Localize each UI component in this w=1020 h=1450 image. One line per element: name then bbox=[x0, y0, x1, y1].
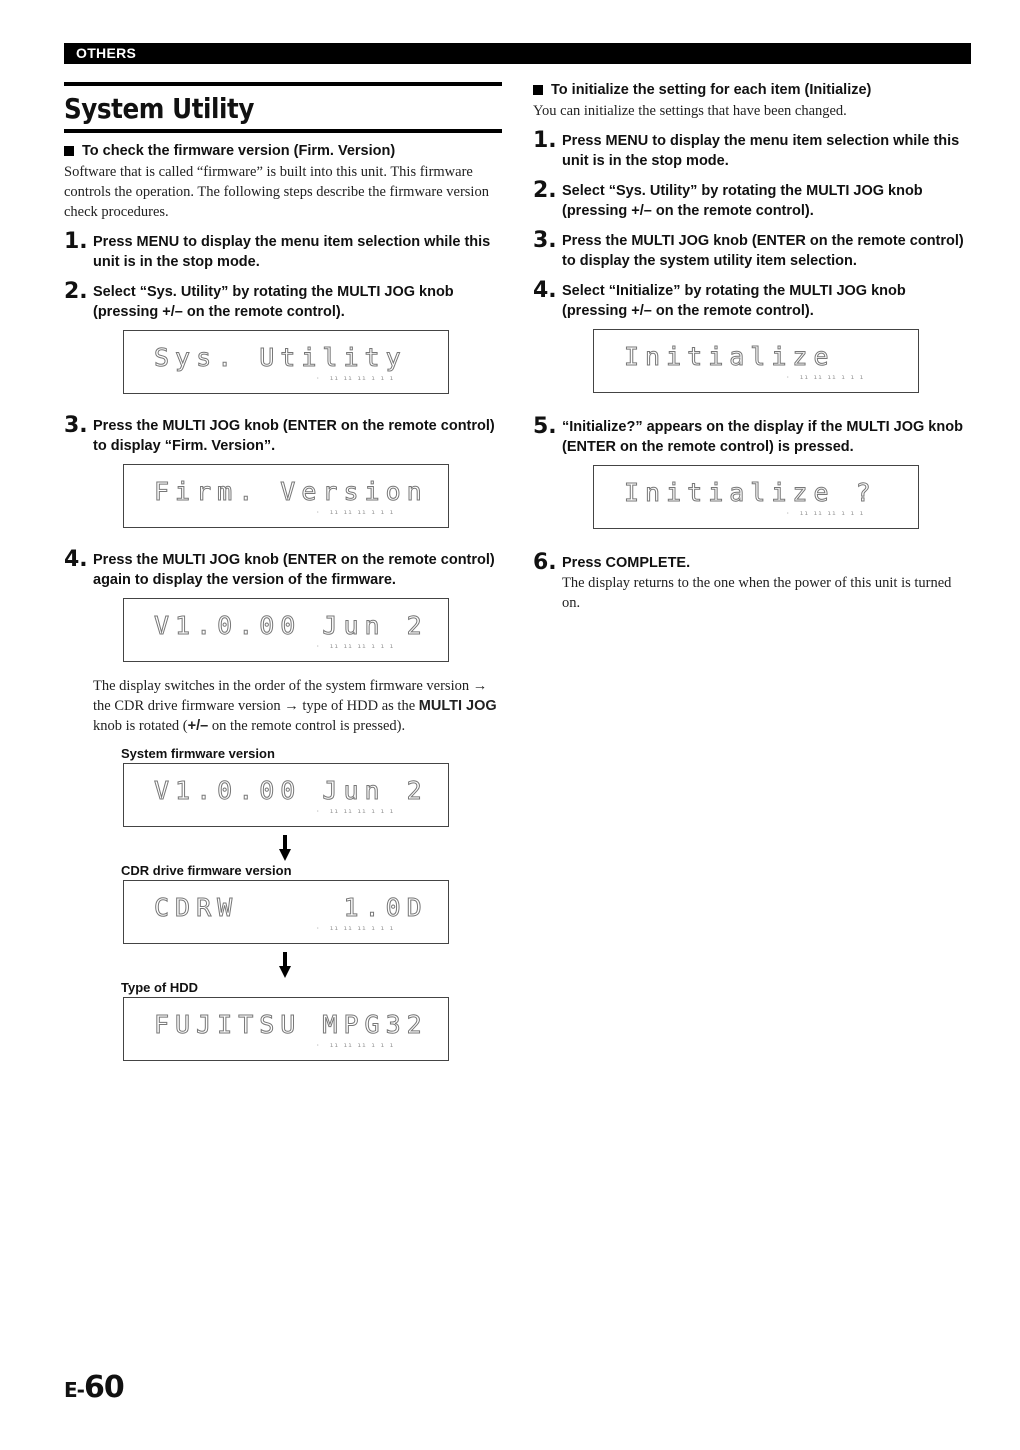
step-number: 2. bbox=[64, 279, 88, 304]
step-text: Press the MULTI JOG knob (ENTER on the remote control) to display “Firm. Version”. bbox=[93, 418, 495, 454]
step-number: 4. bbox=[533, 278, 557, 303]
step-number: 6. bbox=[533, 550, 557, 575]
lcd-display-initialize bbox=[593, 329, 919, 393]
lcd-display-hdd-type bbox=[123, 997, 449, 1061]
left-step-3 bbox=[64, 413, 502, 456]
left-step-2 bbox=[64, 279, 502, 322]
right-step-6 bbox=[533, 550, 971, 575]
page-number-value: 60 bbox=[83, 1370, 124, 1405]
lcd-indicator-icon: · ıı ıı ıı ı ı ı bbox=[316, 375, 395, 382]
page-number bbox=[64, 1370, 124, 1405]
step-number: 2. bbox=[533, 178, 557, 203]
lcd-text: CDRW 1.0D bbox=[154, 893, 428, 922]
lcd-indicator-icon: · ıı ıı ıı ı ı ı bbox=[316, 509, 395, 516]
page-prefix: E- bbox=[64, 1378, 84, 1402]
lcd-display-firm-version bbox=[123, 464, 449, 528]
step-number: 5. bbox=[533, 414, 557, 439]
left-step-1 bbox=[64, 229, 502, 272]
firm-version-heading-text: To check the firmware version (Firm. Version) bbox=[82, 143, 396, 159]
left-column bbox=[64, 82, 502, 1061]
step-number: 3. bbox=[533, 228, 557, 253]
switch-bold-2: +/– bbox=[187, 718, 209, 734]
right-step-5 bbox=[533, 414, 971, 457]
section-header-bar bbox=[64, 43, 971, 64]
lcd-indicator-icon: · ıı ıı ıı ı ı ı bbox=[316, 1042, 395, 1049]
step-text: Select “Sys. Utility” by rotating the MULTI JOG knob (pressing +/– on the remote control). bbox=[93, 284, 454, 320]
lcd-text: V1.0.00 Jun 2 bbox=[154, 611, 428, 640]
lcd-caption: System firmware version bbox=[121, 746, 275, 761]
step-text: Select “Initialize” by rotating the MULTI JOG knob (pressing +/– on the remote control). bbox=[562, 283, 906, 319]
right-step-1 bbox=[533, 128, 971, 171]
initialize-heading bbox=[533, 82, 971, 98]
lcd-indicator-icon: · ıı ıı ıı ı ı ı bbox=[316, 808, 395, 815]
switch-text-2: knob is rotated ( bbox=[93, 718, 188, 734]
switch-bold: MULTI JOG bbox=[418, 698, 497, 714]
page-title: System Utility bbox=[64, 92, 255, 125]
step-text: Select “Sys. Utility” by rotating the MULTI JOG knob (pressing +/– on the remote control). bbox=[562, 183, 923, 219]
switch-text-3: on the remote control is pressed). bbox=[208, 718, 406, 734]
lcd-display-version bbox=[123, 598, 449, 662]
right-step-2 bbox=[533, 178, 971, 221]
lcd-display-system-firmware bbox=[123, 763, 449, 827]
display-switch-paragraph bbox=[93, 676, 502, 736]
right-step-3 bbox=[533, 228, 971, 271]
switch-text-1: The display switches in the order of the system firmware version → the CDR drive firmware version → type of HDD as the bbox=[93, 678, 488, 714]
square-bullet-icon bbox=[533, 85, 543, 95]
step-number: 4. bbox=[64, 547, 88, 572]
lcd-text: FUJITSU MPG32 bbox=[154, 1010, 428, 1039]
initialize-heading-text: To initialize the setting for each item (Initialize) bbox=[551, 82, 872, 98]
lcd-text: Initialize bbox=[624, 342, 835, 371]
step-number: 3. bbox=[64, 413, 88, 438]
lcd-indicator-icon: · ıı ıı ıı ı ı ı bbox=[786, 510, 865, 517]
lcd-indicator-icon: · ıı ıı ıı ı ı ı bbox=[316, 925, 395, 932]
lcd-text: Initialize ? bbox=[624, 478, 877, 507]
lcd-display-cdr-firmware bbox=[123, 880, 449, 944]
step-text: Press MENU to display the menu item selection while this unit is in the stop mode. bbox=[93, 234, 491, 270]
step-text: Press the MULTI JOG knob (ENTER on the remote control) to display the system utility item selection. bbox=[562, 233, 964, 269]
lcd-caption: CDR drive firmware version bbox=[121, 863, 292, 878]
lcd-display-sys-utility bbox=[123, 330, 449, 394]
lcd-text: Firm. Version bbox=[154, 477, 428, 506]
right-step-4 bbox=[533, 278, 971, 321]
step-text: “Initialize?” appears on the display if the MULTI JOG knob (ENTER on the remote control) is pressed. bbox=[562, 419, 963, 455]
firmware-intro: Software that is called “firmware” is built into this unit. This firmware controls the operation. The following steps describe the firmware version check procedures. bbox=[64, 164, 489, 220]
lcd-caption: Type of HDD bbox=[121, 980, 199, 995]
section-label: OTHERS bbox=[76, 45, 137, 61]
firm-version-heading bbox=[64, 143, 502, 159]
right-column bbox=[533, 82, 971, 613]
step-text: Press COMPLETE. bbox=[562, 555, 691, 571]
initialize-intro: You can initialize the settings that have been changed. bbox=[533, 103, 847, 119]
lcd-indicator-icon: · ıı ıı ıı ı ı ı bbox=[316, 643, 395, 650]
lcd-indicator-icon: · ıı ıı ıı ı ı ı bbox=[786, 374, 865, 381]
step-number: 1. bbox=[533, 128, 557, 153]
step-text: Press MENU to display the menu item selection while this unit is in the stop mode. bbox=[562, 133, 960, 169]
left-step-4 bbox=[64, 547, 502, 590]
square-bullet-icon bbox=[64, 146, 74, 156]
arrow-down-icon bbox=[279, 835, 291, 861]
step-number: 1. bbox=[64, 229, 88, 254]
lcd-text: V1.0.00 Jun 2 bbox=[154, 776, 428, 805]
title-block bbox=[64, 82, 502, 133]
lcd-display-initialize-confirm bbox=[593, 465, 919, 529]
arrow-down-icon bbox=[279, 952, 291, 978]
step-text: Press the MULTI JOG knob (ENTER on the remote control) again to display the version of the firmware. bbox=[93, 552, 495, 588]
lcd-text: Sys. Utility bbox=[154, 343, 407, 372]
complete-description: The display returns to the one when the power of this unit is turned on. bbox=[562, 575, 952, 611]
